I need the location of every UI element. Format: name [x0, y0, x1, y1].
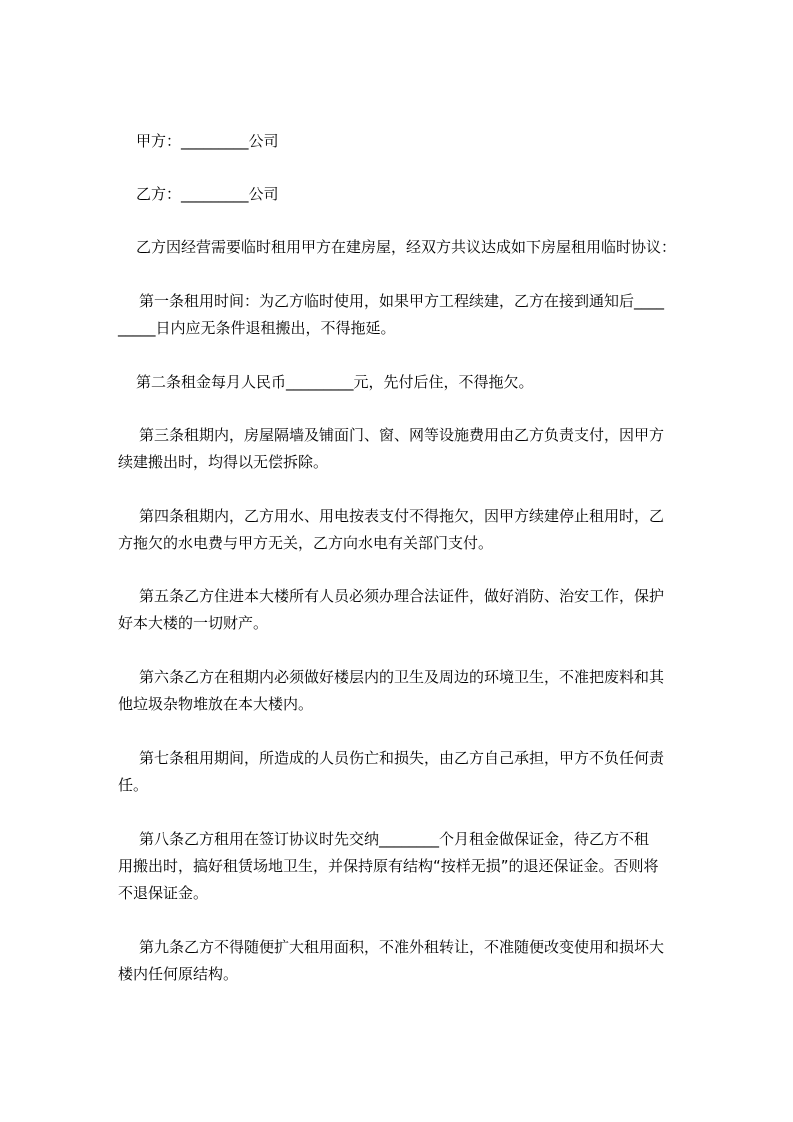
article-7-line-1: 第七条租用期间，所造成的人员伤亡和损失，由乙方自己承担，甲方不负任何责 [139, 749, 665, 767]
article-4-line-1: 第四条租期内，乙方用水、用电按表支付不得拖欠，因甲方续建停止租用时，乙 [139, 507, 665, 525]
article-6-line-1: 第六条乙方在租期内必须做好楼层内的卫生及周边的环境卫生，不准把废料和其 [139, 668, 665, 686]
article-7-line-2: 任。 [118, 776, 149, 794]
article-8-line-2: 用搬出时，搞好租赁场地卫生，并保持原有结构“按样无损”的退还保证金。否则将 [118, 857, 659, 875]
article-1-line-2: _____日内应无条件退租搬出，不得拖延。 [118, 319, 396, 337]
article-2-line-1: 第二条租金每月人民币_________元，先付后住，不得拖欠。 [136, 373, 534, 391]
article-3-line-1: 第三条租期内，房屋隔墙及铺面门、窗、网等设施费用由乙方负责支付，因甲方 [139, 426, 665, 444]
article-9-line-1: 第九条乙方不得随便扩大租用面积，不准外租转让，不准随便改变使用和损坏大 [139, 938, 665, 956]
article-9-line-2: 楼内任何原结构。 [118, 965, 239, 983]
article-5-line-2: 好本大楼的一切财产。 [118, 614, 269, 632]
party-a-line: 甲方：_________公司 [136, 132, 279, 150]
article-8-line-1: 第八条乙方租用在签订协议时先交纳________个月租金做保证金，待乙方不租 [139, 830, 650, 848]
article-3-line-2: 续建搬出时，均得以无偿拆除。 [118, 453, 329, 471]
article-8-line-3: 不退保证金。 [118, 884, 209, 902]
party-b-line: 乙方：_________公司 [136, 185, 279, 203]
article-1-line-1: 第一条租用时间：为乙方临时使用，如果甲方工程续建，乙方在接到通知后____ [139, 292, 665, 310]
article-4-line-2: 方拖欠的水电费与甲方无关，乙方向水电有关部门支付。 [118, 534, 494, 552]
intro-paragraph: 乙方因经营需要临时租用甲方在建房屋，经双方共议达成如下房屋租用临时协议： [136, 238, 677, 256]
article-6-line-2: 他垃圾杂物堆放在本大楼内。 [118, 695, 314, 713]
article-5-line-1: 第五条乙方住进本大楼所有人员必须办理合法证件，做好消防、治安工作，保护 [139, 587, 665, 605]
